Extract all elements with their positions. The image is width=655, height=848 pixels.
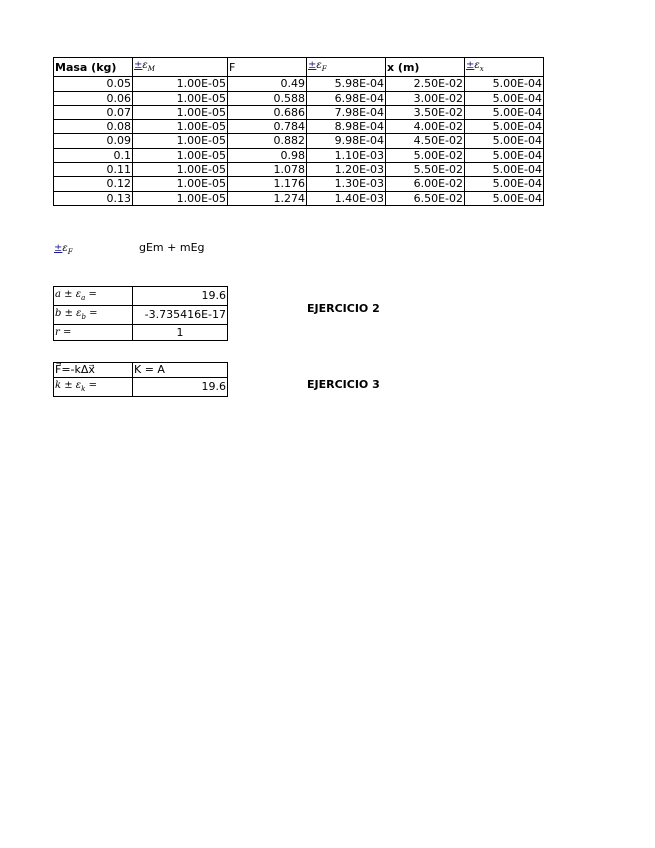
spring-constant-value: 19.6: [133, 378, 228, 397]
fit-value: -3.735416E-17: [133, 306, 228, 325]
table-cell: 5.00E-04: [465, 120, 544, 134]
table-cell: 0.13: [54, 191, 133, 205]
hooke-law-table: [53, 362, 228, 397]
table-cell: 5.98E-04: [307, 77, 386, 91]
table-cell: 1.00E-05: [133, 120, 228, 134]
table-cell: 3.50E-02: [386, 105, 465, 119]
hooke-law-constant: K = A: [133, 363, 228, 378]
hooke-law-row: [54, 363, 228, 378]
table-cell: 1.10E-03: [307, 148, 386, 162]
column-header: $\pm\varepsilon_x$: [465, 58, 544, 77]
table-cell: 5.00E-04: [465, 77, 544, 91]
table-cell: 0.784: [228, 120, 307, 134]
table-cell: 1.20E-03: [307, 163, 386, 177]
table-cell: 1.00E-05: [133, 91, 228, 105]
table-cell: 1.078: [228, 163, 307, 177]
table-cell: 1.00E-05: [133, 105, 228, 119]
table-cell: 5.00E-04: [465, 191, 544, 205]
table-cell: 0.11: [54, 163, 133, 177]
table-cell: 5.00E-04: [465, 105, 544, 119]
error-formula-symbol: $\pm\varepsilon_F$: [54, 243, 73, 256]
table-cell: 1.40E-03: [307, 191, 386, 205]
fit-value: 1: [133, 325, 228, 341]
fit-label: $b \pm \varepsilon_b$ =: [54, 306, 133, 325]
table-row: [54, 77, 544, 91]
table-cell: 3.00E-02: [386, 91, 465, 105]
table-cell: 0.08: [54, 120, 133, 134]
table-row: [54, 134, 544, 148]
table-cell: 5.00E-04: [465, 163, 544, 177]
column-header: Masa (kg): [54, 58, 133, 77]
table-cell: 5.00E-02: [386, 148, 465, 162]
table-cell: 0.06: [54, 91, 133, 105]
table-cell: 1.00E-05: [133, 177, 228, 191]
table-row: [54, 148, 544, 162]
exercise-2-label: EJERCICIO 2: [307, 302, 380, 315]
column-header: x (m): [386, 58, 465, 77]
spring-constant-row: [54, 378, 228, 397]
fit-row: [54, 325, 228, 341]
error-formula-expression: gEm + mEg: [139, 241, 205, 254]
table-cell: 1.00E-05: [133, 77, 228, 91]
table-cell: 6.98E-04: [307, 91, 386, 105]
table-row: [54, 163, 544, 177]
table-cell: 0.05: [54, 77, 133, 91]
column-header: $\pm\varepsilon_M$: [133, 58, 228, 77]
table-cell: 0.1: [54, 148, 133, 162]
table-cell: 1.274: [228, 191, 307, 205]
table-cell: 0.686: [228, 105, 307, 119]
table-header-row: [54, 58, 544, 77]
table-row: [54, 105, 544, 119]
table-cell: 4.00E-02: [386, 120, 465, 134]
table-cell: 6.00E-02: [386, 177, 465, 191]
spring-constant-label: $k \pm \varepsilon_k$ =: [54, 378, 133, 397]
table-cell: 0.12: [54, 177, 133, 191]
table-cell: 0.98: [228, 148, 307, 162]
table-cell: 5.00E-04: [465, 134, 544, 148]
exercise-3-label: EJERCICIO 3: [307, 378, 380, 391]
table-row: [54, 177, 544, 191]
fit-results-table: [53, 286, 228, 341]
fit-row: [54, 306, 228, 325]
column-header: $\pm\varepsilon_F$: [307, 58, 386, 77]
table-cell: 1.00E-05: [133, 163, 228, 177]
fit-row: [54, 287, 228, 306]
table-cell: 1.00E-05: [133, 134, 228, 148]
fit-value: 19.6: [133, 287, 228, 306]
table-row: [54, 191, 544, 205]
table-cell: 0.588: [228, 91, 307, 105]
table-cell: 5.00E-04: [465, 177, 544, 191]
table-cell: 8.98E-04: [307, 120, 386, 134]
table-cell: 7.98E-04: [307, 105, 386, 119]
column-header: F: [228, 58, 307, 77]
table-cell: 0.49: [228, 77, 307, 91]
table-cell: 1.176: [228, 177, 307, 191]
fit-label: r =: [54, 325, 133, 341]
table-row: [54, 120, 544, 134]
table-cell: 5.00E-04: [465, 91, 544, 105]
table-cell: 5.50E-02: [386, 163, 465, 177]
fit-results-body: [54, 287, 228, 341]
table-cell: 4.50E-02: [386, 134, 465, 148]
table-cell: 5.00E-04: [465, 148, 544, 162]
table-cell: 0.882: [228, 134, 307, 148]
data-table-body: [54, 58, 544, 206]
table-cell: 1.00E-05: [133, 148, 228, 162]
table-cell: 1.00E-05: [133, 191, 228, 205]
table-row: [54, 91, 544, 105]
table-cell: 0.09: [54, 134, 133, 148]
table-cell: 6.50E-02: [386, 191, 465, 205]
table-cell: 9.98E-04: [307, 134, 386, 148]
data-table: [53, 57, 544, 206]
hooke-law-formula: F⃗=-kΔx⃗: [54, 363, 133, 378]
table-cell: 2.50E-02: [386, 77, 465, 91]
table-cell: 0.07: [54, 105, 133, 119]
fit-label: $a \pm \varepsilon_a$ =: [54, 287, 133, 306]
table-cell: 1.30E-03: [307, 177, 386, 191]
